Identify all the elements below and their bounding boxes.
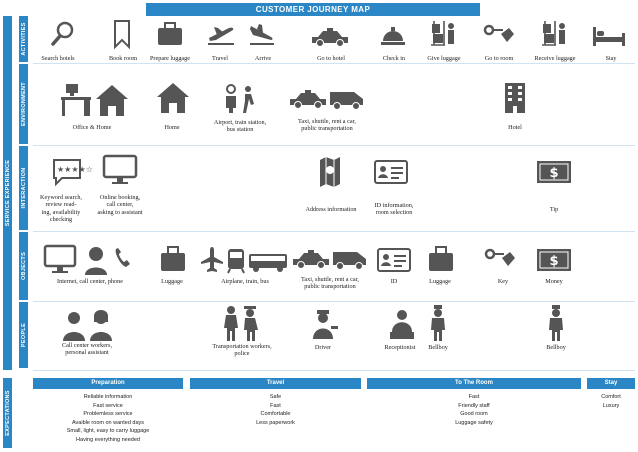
people-label-transport: Transportation workers, police (212, 343, 272, 358)
environment-label-office-home: Office & Home (72, 124, 112, 131)
activity-label-go-to-room: Go to room (484, 55, 514, 62)
phase-list-preparation (33, 393, 183, 445)
environment-label-hotel: Hotel (508, 124, 522, 131)
object-label-key: Key (497, 278, 509, 285)
dollar-bill-icon (536, 248, 572, 272)
plane-takeoff-icon (206, 24, 236, 46)
activity-label-travel: Travel (212, 55, 228, 62)
expectation-item: Comfortable (260, 411, 291, 418)
interaction-label-tip: Tip (549, 206, 559, 213)
side-label-expectations: EXPECTATIONS (3, 378, 12, 448)
expectation-item: Small, light, easy to carry luggage (66, 428, 150, 435)
interaction-label-online-booking: Online booking, call center, asking to assistant (97, 194, 143, 216)
activity-label-arrive: Arrive (254, 55, 272, 62)
expectation-item: Luxury (602, 402, 620, 409)
phase-header-to-the-room: To The Room (367, 378, 581, 389)
expectation-item: Avaible room on wanted days (71, 419, 145, 426)
side-label-objects: OBJECTS (19, 232, 28, 300)
workers-police-icon (221, 304, 261, 342)
key-icon (484, 248, 516, 272)
svg-text:$: $ (549, 166, 559, 181)
luggage-trolley-icon (430, 20, 458, 50)
monitor-operator-phone-icon (44, 244, 140, 276)
monitor-icon (103, 155, 137, 185)
expectation-item: Friendly staff (458, 402, 490, 409)
activity-label-stay: Stay (605, 55, 617, 62)
traveler-icon (222, 84, 258, 114)
phase-list-stay (587, 393, 635, 410)
object-label-luggage-2: Luggage (429, 278, 451, 285)
luggage-trolley-icon (541, 20, 569, 50)
expectation-item: Safe (269, 394, 282, 400)
side-label-environment: ENVIRONMENT (19, 64, 28, 144)
bookmark-icon (114, 20, 130, 48)
suitcase-icon (160, 246, 186, 272)
environment-label-taxi: Taxi, shuttle, rent a car, public transportation (298, 118, 356, 133)
people-label-driver: Driver (314, 344, 332, 351)
id-card-icon (377, 248, 411, 272)
key-icon (483, 24, 515, 48)
operators-icon (62, 310, 116, 342)
environment-label-home: Home (164, 124, 180, 131)
receptionist-icon (389, 308, 415, 340)
activity-label-go-to-hotel: Go to hotel (317, 55, 345, 62)
expectation-item: Comfort (601, 394, 621, 400)
vehicles-icon (289, 88, 365, 110)
svg-text:★★★★☆: ★★★★☆ (57, 165, 93, 174)
magnifier-icon (51, 21, 75, 47)
driver-icon (311, 308, 339, 340)
expectation-item: Fast service (93, 402, 123, 409)
bellboy-icon (429, 304, 447, 342)
plane-train-bus-icon (199, 246, 289, 274)
bed-icon (592, 25, 626, 47)
dollar-bill-icon (536, 160, 572, 184)
desk-house-icon (60, 82, 130, 118)
vehicles-icon (292, 248, 368, 270)
svg-text:$: $ (549, 254, 559, 269)
interaction-label-id-info: ID information, room selection (374, 202, 414, 217)
activity-label-give-luggage: Give luggage (427, 55, 461, 62)
side-label-people: PEOPLE (19, 302, 28, 368)
expectation-item: Luggage safety (455, 419, 493, 426)
phase-list-to-the-room (367, 393, 581, 427)
expectation-item: Reliable information (83, 394, 133, 400)
map-pin-icon (318, 156, 342, 190)
page-title: CUSTOMER JOURNEY MAP (146, 3, 480, 16)
people-label-receptionist: Receptionist (384, 344, 416, 351)
taxi-icon (310, 27, 350, 47)
interaction-label-address: Address information (305, 206, 357, 213)
object-label-luggage-1: Luggage (161, 278, 183, 285)
activity-label-book-room: Book room (108, 55, 138, 62)
expectation-item: Fast (468, 394, 480, 400)
service-bell-icon (380, 22, 406, 46)
phase-header-travel: Travel (190, 378, 361, 389)
people-label-bellboy-2: Bellboy (546, 344, 566, 351)
activity-label-check-in: Check in (382, 55, 406, 62)
suitcase-icon (428, 246, 454, 272)
expectation-item: Fast (270, 402, 281, 409)
object-label-taxi: Taxi, shuttle, rent a car, public transportation (301, 276, 359, 291)
activity-label-search-hotels: Search hotels (41, 55, 75, 62)
side-label-activities: ACTIVITIES (19, 16, 28, 62)
rating-bubble-icon (52, 158, 93, 186)
house-icon (156, 82, 190, 114)
phase-header-stay: Stay (587, 378, 635, 389)
people-label-bellboy-1: Bellboy (428, 344, 448, 351)
side-label-interaction: INTERACTION (19, 146, 28, 230)
phase-list-travel (190, 393, 361, 427)
expectation-item: Less paperwork (256, 419, 295, 426)
expectation-item: Having everything needed (76, 436, 140, 443)
interaction-label-keyword-search: Keyword search, review read- ing, availability checking (40, 194, 82, 224)
bellboy-icon (547, 304, 565, 342)
hotel-building-icon (503, 82, 527, 114)
environment-label-airport: Airport, train station, bus station (213, 119, 267, 134)
expectation-item: Good room (460, 411, 488, 418)
people-label-call-center: Call center workers, personal assistant (62, 342, 112, 357)
object-label-airplane: Airplane, train, bus (221, 278, 269, 285)
expectation-item: Problemless service (83, 411, 133, 418)
plane-landing-icon (248, 23, 276, 46)
phase-header-preparation: Preparation (33, 378, 183, 389)
object-label-internet: Internet, call center, phone (57, 278, 123, 285)
suitcase-icon (157, 22, 183, 46)
object-label-money: Money (545, 278, 563, 285)
object-label-id: ID (390, 278, 398, 285)
side-label-service-experience: SERVICE EXPERIENCE (3, 16, 12, 370)
id-card-icon (374, 160, 408, 184)
activity-label-receive-luggage: Receive luggage (534, 55, 576, 62)
activity-label-prepare-luggage: Prepare luggage (149, 55, 191, 62)
